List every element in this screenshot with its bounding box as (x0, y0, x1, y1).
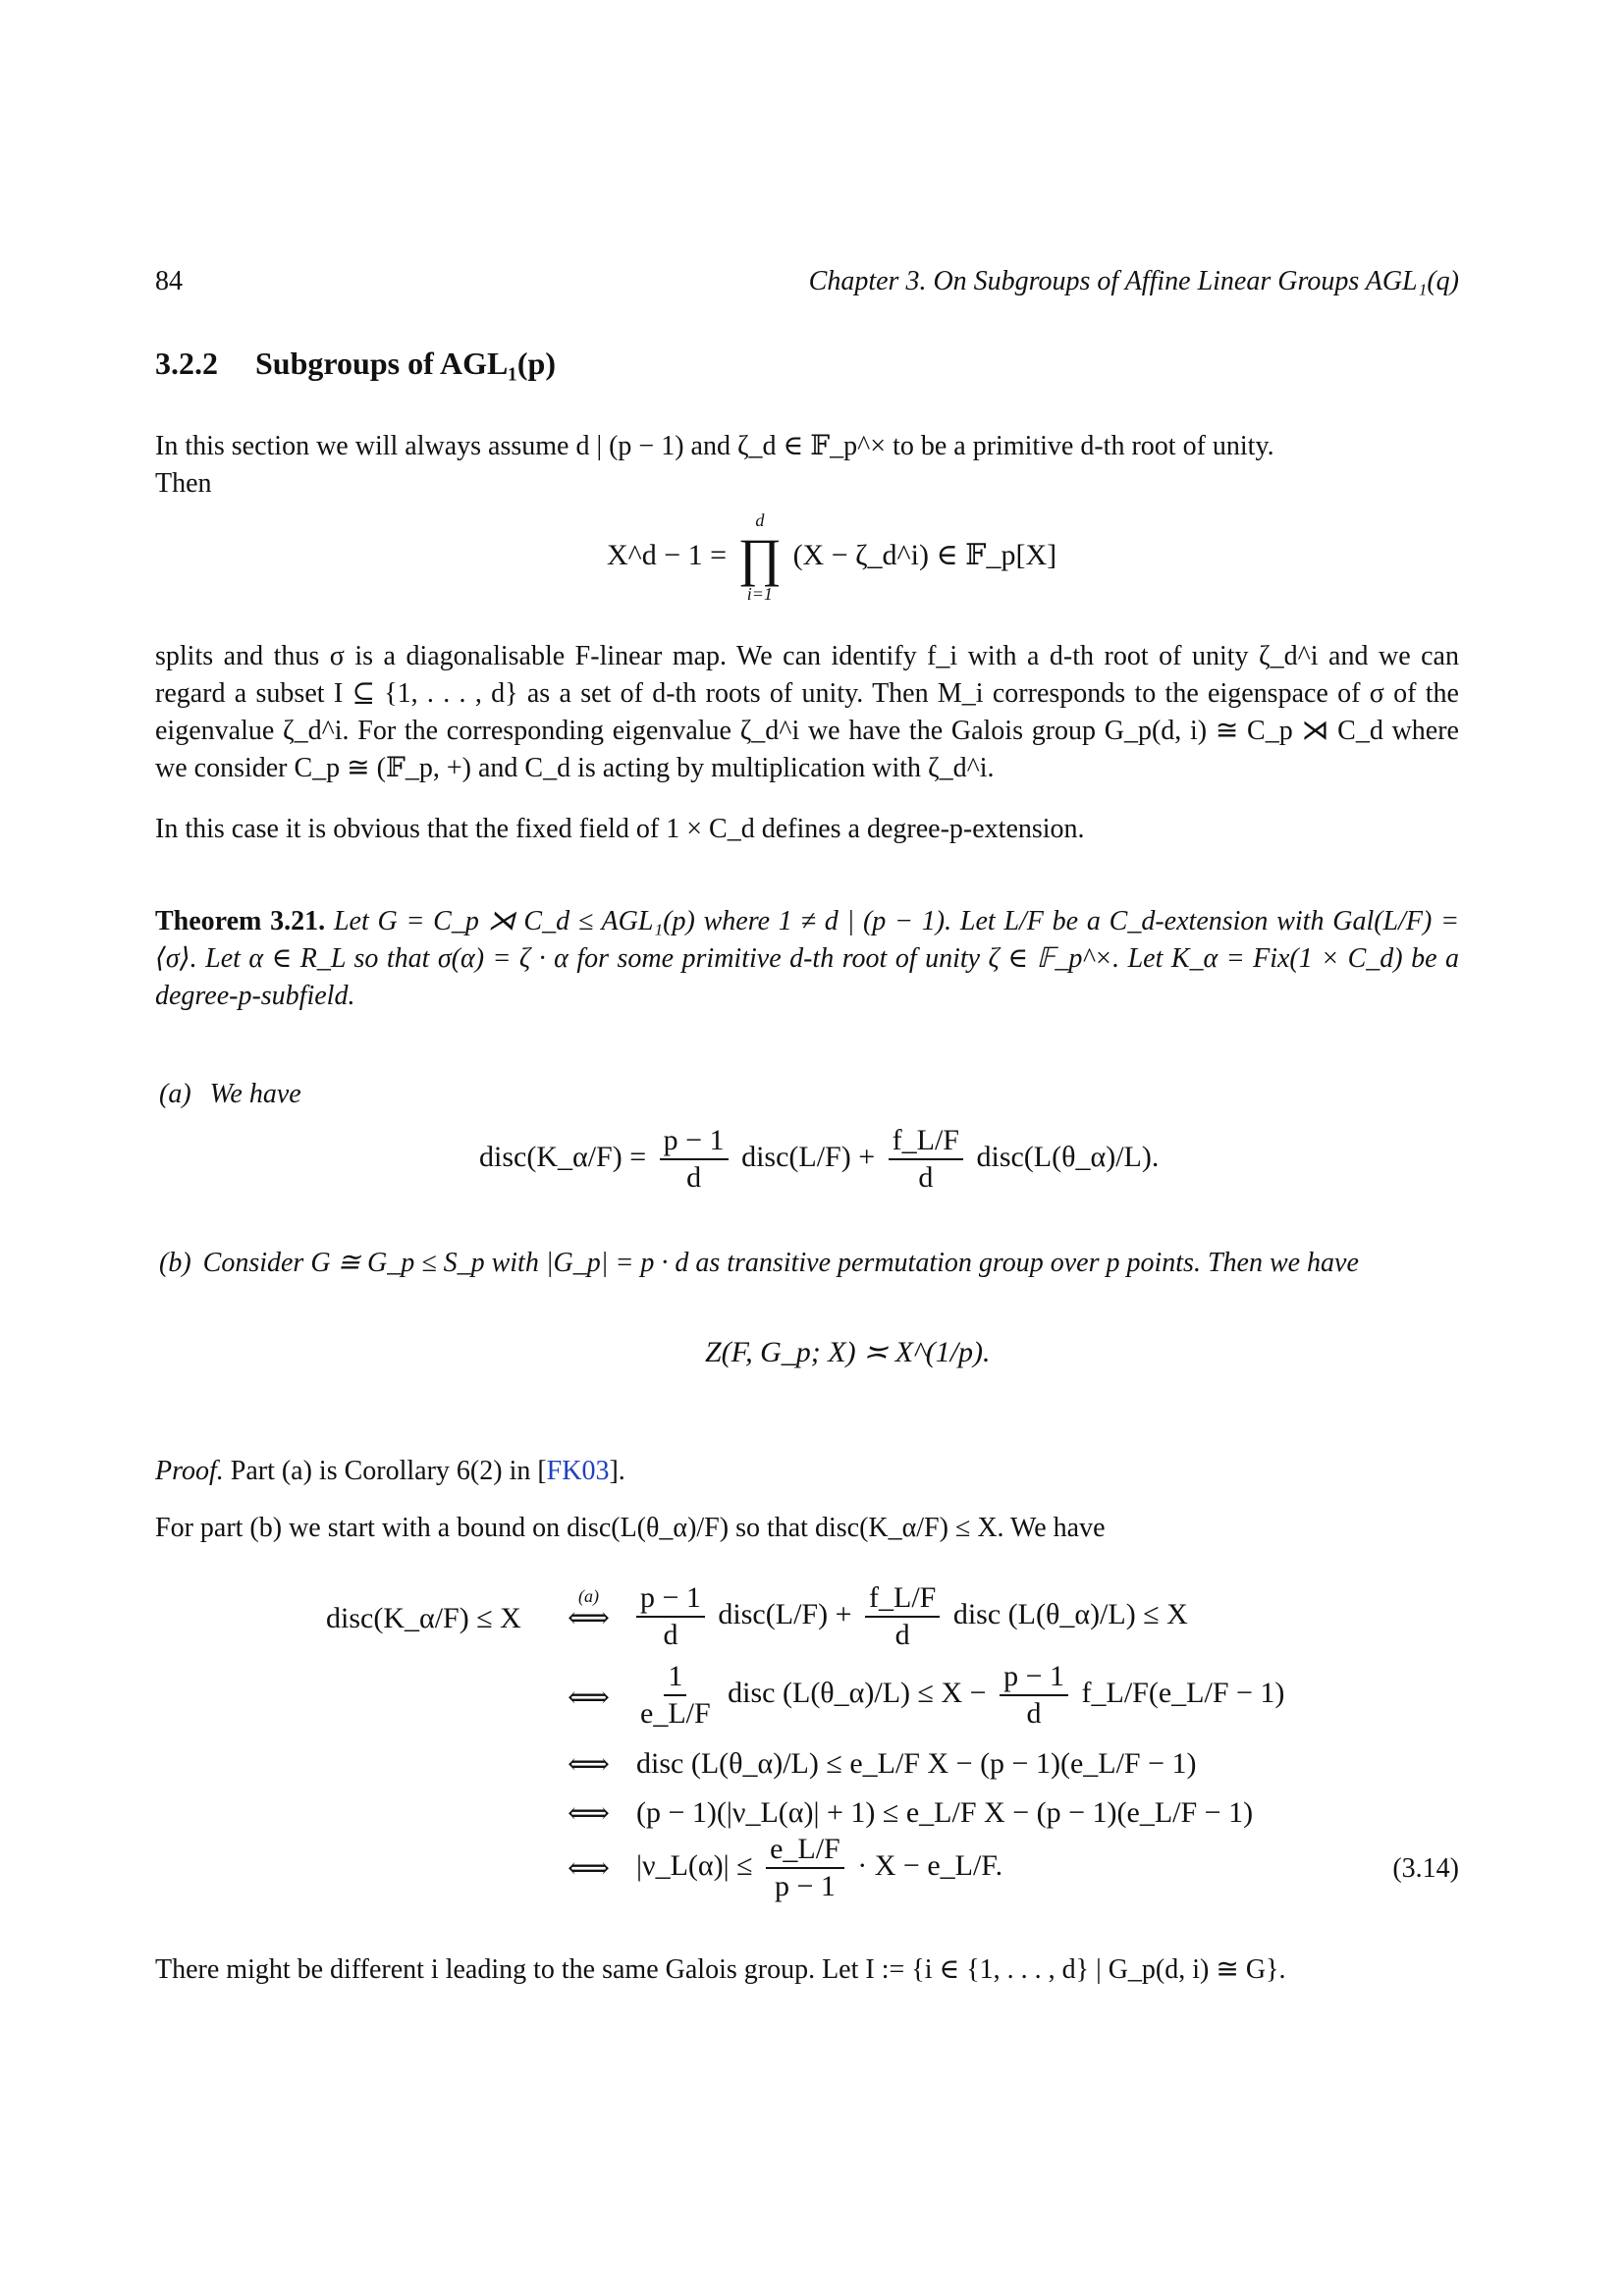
part-b (159, 1245, 1459, 1282)
iff-arrow-icon: ⟺ (568, 1682, 611, 1714)
align-row-2 (630, 1659, 1284, 1732)
align-row-5 (636, 1832, 1002, 1904)
row1-frac-1 (636, 1580, 705, 1653)
product-lower-limit: i=1 (746, 584, 773, 604)
row2-tail: f_L/F(e_L/F − 1) (1081, 1676, 1285, 1709)
align-lhs: disc(K_α/F) ≤ X (326, 1602, 521, 1634)
row2-mid: disc (L(θ_α)/L) ≤ X − (728, 1676, 987, 1709)
product-rhs: (X − ζ_d^i) ∈ 𝔽_p[X] (792, 538, 1057, 571)
align-row-1 (630, 1580, 1188, 1653)
row5-pre: |ν_L(α)| ≤ (636, 1848, 753, 1882)
row1-frac-1-num: p − 1 (636, 1580, 705, 1618)
row5-frac-num: e_L/F (766, 1832, 844, 1869)
iff-arrow-icon: ⟺ (568, 1602, 611, 1634)
align-row-3: disc (L(θ_α)/L) ≤ e_L/F X − (p − 1)(e_L/F − 1) (636, 1747, 1197, 1780)
row5-frac-den: p − 1 (774, 1870, 836, 1902)
row1-frac-2-num: f_L/F (865, 1580, 940, 1618)
part-b-label: (b) (159, 1248, 191, 1278)
part-a-mid: disc(L/F) + (741, 1140, 876, 1173)
proof-label: Proof. (155, 1456, 224, 1486)
iff-arrow-icon: ⟺ (568, 1748, 611, 1781)
proof-text-before: Part (a) is Corollary 6(2) in [ (230, 1456, 547, 1486)
splits-paragraph: splits and thus σ is a diagonalisable F-linear map. We can identify f_i with a d-th root of unity ζ_d^i and we can regard a subset I ⊆ {1, . . . , d} as a set of d-th roots of unity. Then M_i corresponds to the eigenspace of σ of the eigenvalue ζ_d^i. For the corresponding eigenvalue ζ_d^i we have the Galois group G_p(d, i) ≅ C_p ⋊ C_d where we consider C_p ≅ (𝔽_p, +) and C_d is acting by multiplication with ζ_d^i. (155, 641, 1459, 783)
citation-link[interactable]: FK03 (546, 1456, 610, 1486)
part-a-frac-1-den: d (686, 1161, 702, 1194)
running-title: Chapter 3. On Subgroups of Affine Linear Groups AGL₁(q) (808, 266, 1459, 296)
product-upper-limit: d (755, 510, 765, 530)
page-number: 84 (155, 266, 183, 296)
row1-frac-2-den: d (894, 1619, 910, 1651)
part-b-proof-paragraph: For part (b) we start with a bound on disc(L(θ_α)/F) so that disc(K_α/F) ≤ X. We have (155, 1513, 1106, 1543)
row5-frac (766, 1832, 844, 1904)
part-a (159, 1076, 301, 1113)
theorem-label: Theorem 3.21. (155, 906, 326, 936)
proof-paragraph (155, 1453, 625, 1490)
row1-frac-2 (865, 1580, 940, 1653)
row2-frac-1-den: e_L/F (640, 1697, 711, 1730)
theorem-text: Let G = C_p ⋊ C_d ≤ AGL₁(p) where 1 ≠ d | (p − 1). Let L/F be a C_d-extension with Gal(L/F) = ⟨σ⟩. Let α ∈ R_L so that σ(α) = ζ · α for some primitive d-th root of unity ζ ∈ 𝔽_p^×. Let K_α = Fix(1 × C_d) be a degree-p-subfield. (155, 906, 1460, 1011)
intro-line-1: In this section we will always assume d | (p − 1) and ζ_d ∈ 𝔽_p^× to be a primitive d-th root of unity. (155, 431, 1274, 461)
part-a-frac-1 (660, 1123, 729, 1196)
row2-frac-2-den: d (1026, 1697, 1042, 1730)
row1-frac-1-den: d (663, 1619, 678, 1651)
align-arrow-label: (a) (578, 1586, 599, 1606)
row1-tail: disc (L(θ_α)/L) ≤ X (952, 1597, 1188, 1630)
equation-number: (3.14) (1392, 1853, 1459, 1884)
section-title: Subgroups of AGL₁(p) (255, 346, 556, 381)
part-a-label: (a) (159, 1079, 191, 1109)
part-a-frac-2 (889, 1123, 963, 1196)
part-a-tail: disc(L(θ_α)/L). (976, 1140, 1160, 1173)
proof-text-after: ]. (609, 1456, 625, 1486)
row2-frac-1 (636, 1659, 715, 1732)
iff-arrow-icon: ⟺ (568, 1797, 611, 1830)
last-paragraph: There might be different i leading to the same Galois group. Let I := {i ∈ {1, . . . , d} | G_p(d, i) ≅ G}. (155, 1954, 1286, 1985)
product-equation (607, 510, 1056, 605)
row1-mid: disc(L/F) + (718, 1597, 852, 1630)
fixed-field-paragraph: In this case it is obvious that the fixed field of 1 × C_d defines a degree-p-extension. (155, 814, 1085, 844)
part-a-frac-2-num: f_L/F (889, 1123, 963, 1160)
part-b-equation: Z(F, G_p; X) ≍ X^(1/p). (705, 1336, 991, 1368)
section-heading (155, 346, 556, 382)
part-a-frac-1-num: p − 1 (660, 1123, 729, 1160)
intro-line-2: Then (155, 468, 212, 499)
section-number: 3.2.2 (155, 346, 218, 381)
row2-frac-2-num: p − 1 (1000, 1659, 1068, 1696)
part-a-lhs: disc(K_α/F) = (479, 1140, 647, 1173)
align-row-4: (p − 1)(|ν_L(α)| + 1) ≤ e_L/F X − (p − 1)(e_L/F − 1) (636, 1796, 1254, 1829)
part-a-text: We have (209, 1079, 301, 1109)
product-lhs: X^d − 1 = (607, 538, 728, 571)
product-symbol: ∏ (737, 528, 783, 587)
align-arrow-labeled (568, 1586, 611, 1634)
theorem-3-21 (155, 903, 1459, 1015)
part-a-equation (479, 1123, 1159, 1196)
part-a-frac-2-den: d (918, 1161, 934, 1194)
product-operator (738, 510, 782, 605)
intro-paragraph (155, 428, 1459, 503)
row2-frac-1-num: 1 (664, 1659, 686, 1696)
row5-tail: · X − e_L/F. (857, 1848, 1003, 1882)
iff-arrow-icon: ⟺ (568, 1852, 611, 1885)
row2-frac-2 (1000, 1659, 1068, 1732)
part-b-text: Consider G ≅ G_p ≤ S_p with |G_p| = p · d as transitive permutation group over p points. Then we have (202, 1248, 1359, 1278)
